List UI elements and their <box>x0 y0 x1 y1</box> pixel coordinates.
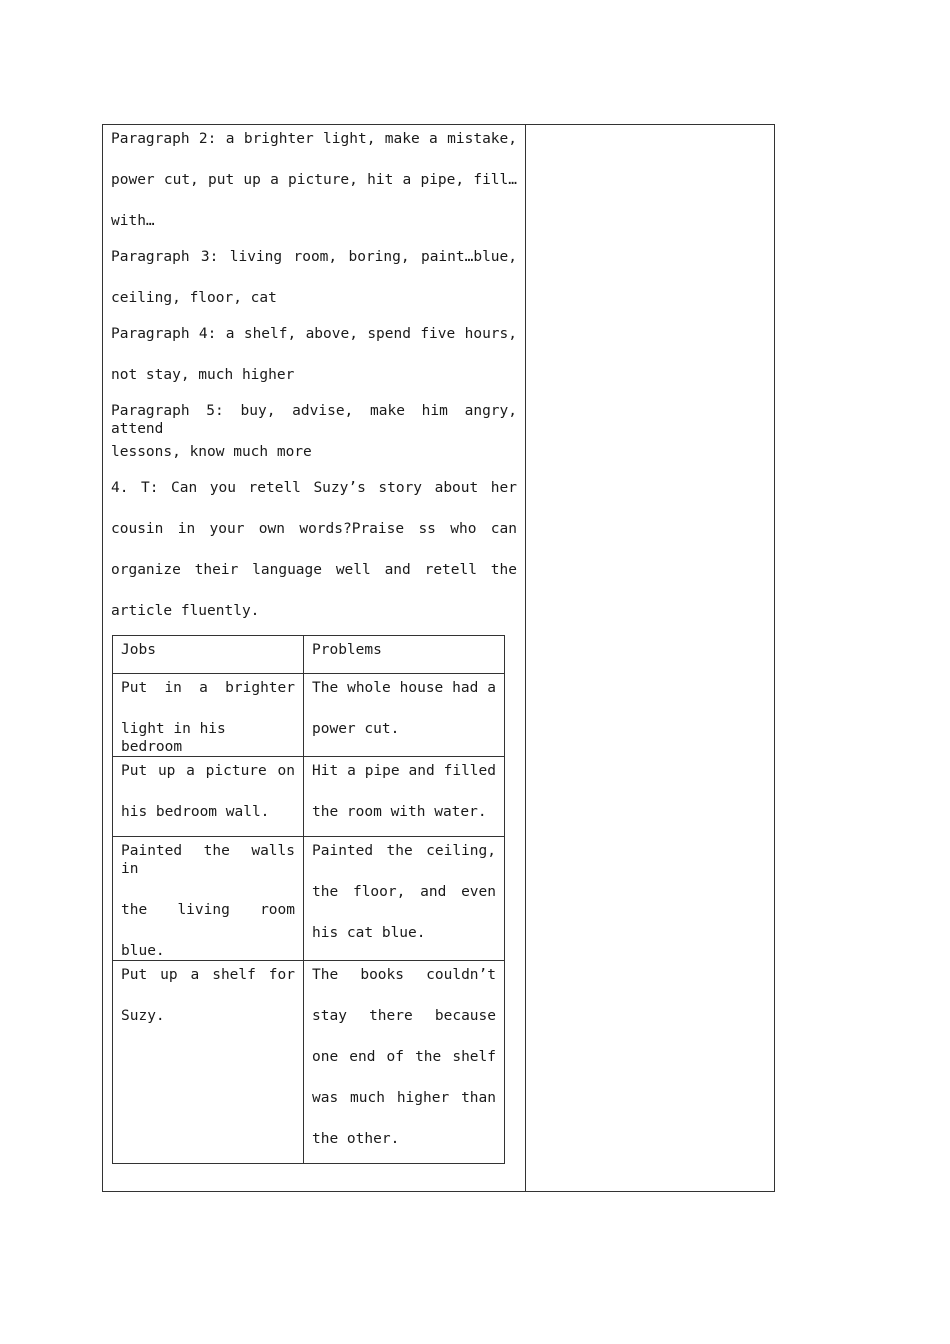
problem-text: his cat blue. <box>312 925 426 941</box>
paragraph-3-line-2: ceiling, floor, cat <box>111 290 277 306</box>
step-4-line-2: cousin in your own words?Praise ss who can <box>111 521 517 537</box>
table-row <box>113 961 505 1164</box>
header-jobs-label: Jobs <box>121 642 156 658</box>
paragraph-5-line-2: lessons, know much more <box>111 444 312 460</box>
job-cell <box>113 837 304 961</box>
problem-text: Painted the ceiling, <box>312 843 496 859</box>
paragraph-2-line-1: Paragraph 2: a brighter light, make a mistake, <box>111 131 517 147</box>
problem-text: Hit a pipe and filled <box>312 763 496 779</box>
table-row <box>113 837 505 961</box>
job-text: Put in a brighter <box>121 680 295 696</box>
job-cell <box>113 757 304 837</box>
job-text: his bedroom wall. <box>121 804 270 820</box>
problem-text: the room with water. <box>312 804 487 820</box>
paragraph-3-line-1: Paragraph 3: living room, boring, paint…blue, <box>111 249 517 265</box>
step-4-line-4: article fluently. <box>111 603 260 619</box>
header-problems-label: Problems <box>312 642 382 658</box>
paragraph-2-line-3: with… <box>111 213 155 229</box>
problem-text: one end of the shelf <box>312 1049 496 1065</box>
header-jobs <box>113 636 304 674</box>
paragraph-4-line-2: not stay, much higher <box>111 367 295 383</box>
problem-text: The books couldn’t <box>312 967 496 983</box>
problem-cell <box>304 837 505 961</box>
step-4-line-3: organize their language well and retell the <box>111 562 517 578</box>
problem-cell <box>304 757 505 837</box>
job-text: Suzy. <box>121 1008 165 1024</box>
header-problems <box>304 636 505 674</box>
problem-cell <box>304 674 505 757</box>
table-header-row <box>113 636 505 674</box>
problem-text: power cut. <box>312 721 400 737</box>
problem-cell <box>304 961 505 1164</box>
problem-text: the floor, and even <box>312 884 496 900</box>
job-text: Put up a shelf for <box>121 967 295 983</box>
lesson-plan-table <box>102 124 775 1192</box>
problem-text: was much higher than <box>312 1090 496 1106</box>
job-text: blue. <box>121 943 165 959</box>
paragraph-2-line-2: power cut, put up a picture, hit a pipe, fill… <box>111 172 517 188</box>
problem-text: The whole house had a <box>312 680 496 696</box>
paragraph-5-line-1: Paragraph 5: buy, advise, make him angry, attend <box>111 403 517 437</box>
problem-text: stay there because <box>312 1008 496 1024</box>
table-row <box>113 757 505 837</box>
job-text: the living room <box>121 902 295 918</box>
job-text: light in his bedroom <box>121 721 226 755</box>
step-4-line-1: 4. T: Can you retell Suzy’s story about her <box>111 480 517 496</box>
job-cell <box>113 961 304 1164</box>
table-row <box>113 674 505 757</box>
job-text: Painted the walls in <box>121 843 295 877</box>
job-text: Put up a picture on <box>121 763 295 779</box>
problem-text: the other. <box>312 1131 400 1147</box>
column-divider <box>525 125 526 1191</box>
paragraph-4-line-1: Paragraph 4: a shelf, above, spend five hours, <box>111 326 517 342</box>
jobs-problems-table <box>112 635 505 1164</box>
job-cell <box>113 674 304 757</box>
